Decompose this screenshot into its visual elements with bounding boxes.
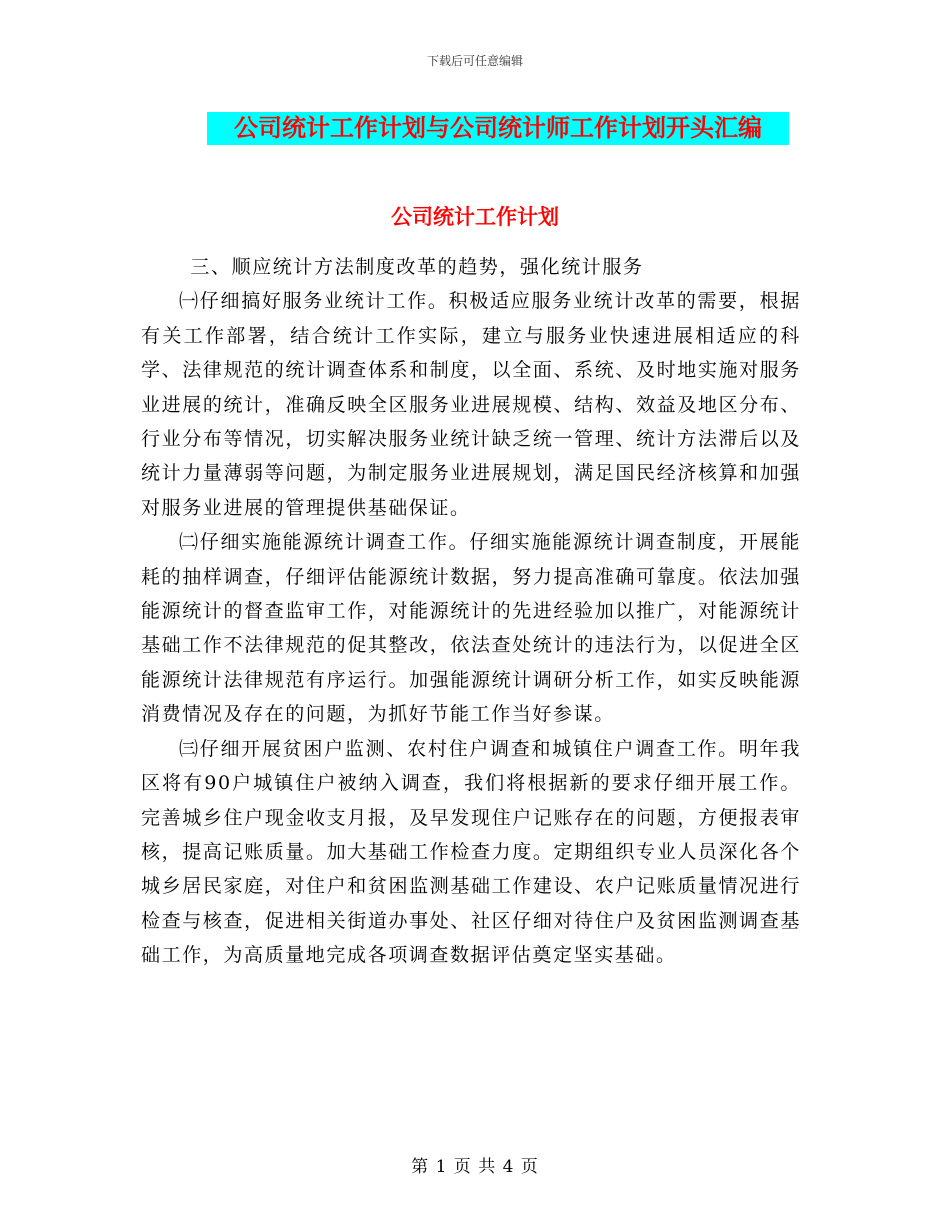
paragraph-3: ㈢仔细开展贫困户监测、农村住户调查和城镇住户调查工作。明年我区将有90户城镇住户被纳入调查，我们将根据新的要求仔细开展工作。完善城乡住户现金收支月报，及早发现住户记账存在的问题，方便报表审核，提高记账质量。加大基础工作检查力度。定期组织专业人员深化各个城乡居民家庭，对住户和贫困监测基础工作建设、农户记账质量情况进行检查与核查，促进相关街道办事处、社区仔细对待住户及贫困监测调查基础工作，为高质量地完成各项调查数据评估奠定坚实基础。 — [141, 737, 801, 967]
page-header-note: 下载后可任意编辑 — [426, 54, 523, 68]
document-title-container — [207, 112, 789, 145]
paragraph-2: ㈡仔细实施能源统计调查工作。仔细实施能源统计调查制度，开展能耗的抽样调查，仔细评估能源统计数据，努力提高准确可靠度。依法加强能源统计的督查监审工作，对能源统计的先进经验加以推广，对能源统计基础工作不法律规范的促其整改，依法查处统计的违法行为，以促进全区能源统计法律规范有序运行。加强能源统计调研分析工作，如实反映能源消费情况及存在的问题，为抓好节能工作当好参谋。 — [141, 531, 801, 726]
section-title: 公司统计工作计划 — [391, 205, 559, 229]
paragraph-1: ㈠仔细搞好服务业统计工作。积极适应服务业统计改革的需要，根据有关工作部署，结合统计工作实际，建立与服务业快速进展相适应的科学、法律规范的统计调查体系和制度，以全面、系统、及时地实施对服务业进展的统计，准确反映全区服务业进展规模、结构、效益及地区分布、行业分布等情况，切实解决服务业统计缺乏统一管理、统计方法滞后以及统计力量薄弱等问题，为制定服务业进展规划，满足国民经济核算和加强对服务业进展的管理提供基础保证。 — [141, 290, 801, 519]
document-title: 公司统计工作计划与公司统计师工作计划开头汇编 — [207, 112, 789, 145]
document-body — [141, 250, 801, 973]
subsection-heading: 三、顺应统计方法制度改革的趋势，强化统计服务 — [190, 256, 644, 278]
page-number-footer: 第 1 页 共 4 页 — [411, 1157, 539, 1177]
